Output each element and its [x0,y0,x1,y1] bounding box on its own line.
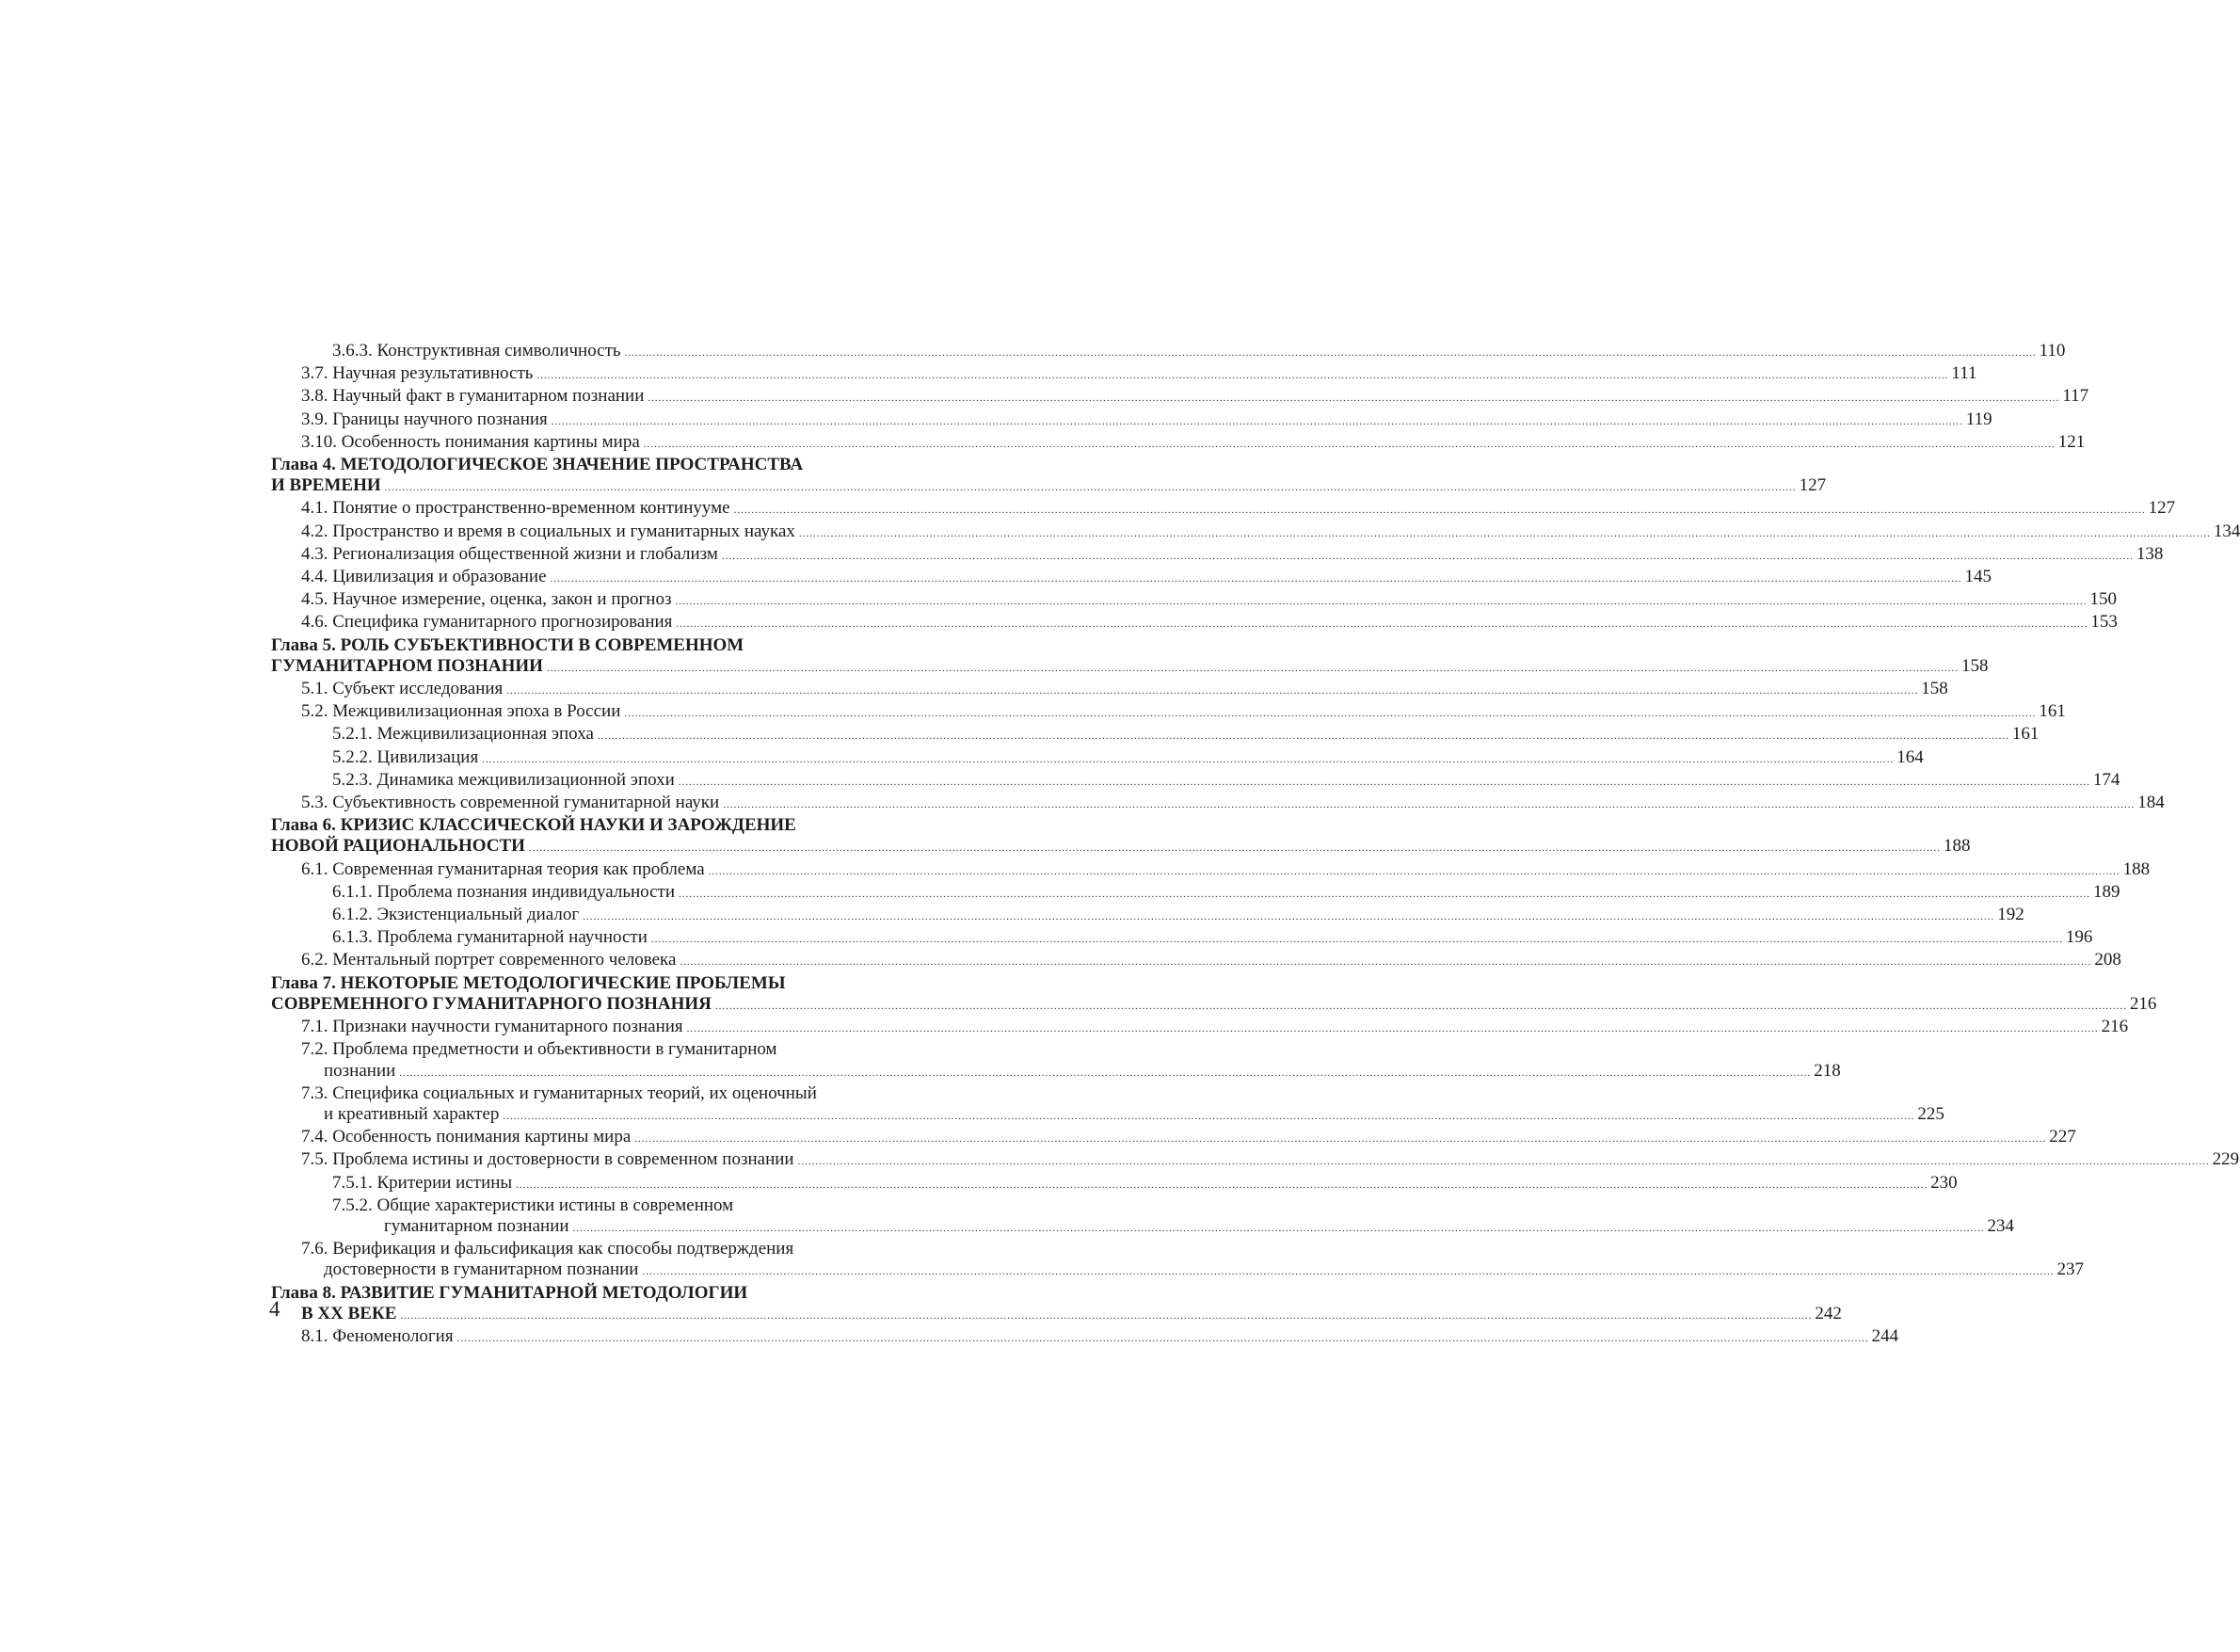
toc-row [271,363,1977,386]
toc-row [271,746,1924,770]
toc-entry-title: 7.5. Проблема истины и достоверности в современном познании [301,1149,794,1170]
dot-leader: ................................................................................................................................................................................................................................................................................................................................................................................................................ [798,527,2211,539]
toc-page-number: 174 [2092,769,2120,790]
toc-page-number: 138 [2136,543,2164,564]
dot-leader: ................................................................................................................................................................................................................................................................................................................................................................................................................ [624,347,2037,359]
toc-item [271,386,2089,409]
toc-page-number: 229 [2212,1149,2240,1170]
dot-leader: ................................................................................................................................................................................................................................................................................................................................................................................................................ [482,753,1895,765]
dot-leader: ................................................................................................................................................................................................................................................................................................................................................................................................................ [503,1110,1915,1122]
toc-item [271,341,2066,363]
dot-leader: ................................................................................................................................................................................................................................................................................................................................................................................................................ [650,934,2063,946]
page-number: 4 [269,1297,280,1321]
toc-item [271,409,1992,432]
toc-entry-title: 6.2. Ментальный портрет современного человека [301,950,677,970]
toc-item [271,793,2165,815]
toc-row [271,1103,1944,1127]
toc-row [271,836,1971,858]
toc-chapter-title: Глава 6. КРИЗИС КЛАССИЧЕСКОЙ НАУКИ И ЗАРОЖДЕНИЕ [271,815,796,836]
toc-entry-title: 7.4. Особенность понимания картины мира [301,1127,632,1147]
toc-entry-title: 3.9. Границы научного познания [301,409,548,429]
toc-entry-title: СОВРЕМЕННОГО ГУМАНИТАРНОГО ПОЗНАНИЯ [271,993,712,1014]
toc-entry-title: 6.1.3. Проблема гуманитарной научности [332,927,648,948]
toc-chapter [271,972,2157,1017]
toc-row [271,993,2157,1017]
toc-page-number: 189 [2093,881,2120,902]
toc-row [271,612,2118,634]
toc-item-title: 7.3. Специфика социальных и гуманитарных теорий, их оценочный [301,1083,817,1103]
toc-row [271,905,2024,927]
toc-item [271,746,1924,770]
toc-item-title: 7.5.2. Общие характеристики истины в современном [332,1195,734,1215]
toc-item [271,881,2120,905]
toc-entry-title: 3.8. Научный факт в гуманитарном познании [301,386,645,407]
toc-chapter [271,1282,1842,1326]
toc-entry-title: 8.1. Феноменология [301,1325,454,1346]
dot-leader: ................................................................................................................................................................................................................................................................................................................................................................................................................ [797,1156,2210,1168]
toc-row [271,498,2176,521]
toc-row [271,679,1948,701]
toc-chapter [271,815,1971,858]
toc-row [271,701,2066,724]
toc-page-number: 110 [2039,341,2066,361]
dot-leader: ................................................................................................................................................................................................................................................................................................................................................................................................................ [680,956,2092,969]
toc-entry-title: достоверности в гуманитарном познании [324,1259,639,1280]
toc-entry-title: НОВОЙ РАЦИОНАЛЬНОСТИ [271,836,525,857]
toc-page-number: 150 [2089,589,2117,610]
toc-page-number: 184 [2137,793,2165,813]
toc-page-number: 242 [1815,1303,1842,1323]
toc-item [271,905,2024,927]
toc-item-title: 7.2. Проблема предметности и объективности в гуманитарном [301,1039,777,1060]
dot-leader: ................................................................................................................................................................................................................................................................................................................................................................................................................ [551,415,1963,427]
dot-leader: ................................................................................................................................................................................................................................................................................................................................................................................................................ [678,776,2090,788]
toc-row [271,589,2117,612]
toc-row [271,881,2120,905]
toc-chapter-title: Глава 8. РАЗВИТИЕ ГУМАНИТАРНОЙ МЕТОДОЛОГИИ [271,1282,748,1303]
toc-entry-title: И ВРЕМЕНИ [271,475,381,496]
dot-leader: ................................................................................................................................................................................................................................................................................................................................................................................................................ [597,730,2009,743]
dot-leader: ................................................................................................................................................................................................................................................................................................................................................................................................................ [536,370,1949,382]
dot-leader: ................................................................................................................................................................................................................................................................................................................................................................................................................ [686,1023,2099,1035]
toc-entry-title: 5.2.2. Цивилизация [332,746,479,767]
toc-row [271,1325,1899,1349]
toc-entry-title: 3.10. Особенность понимания картины мира [301,431,640,452]
toc-row [271,927,2093,950]
dot-leader: ................................................................................................................................................................................................................................................................................................................................................................................................................ [714,1000,2127,1012]
toc-entry-title: 4.1. Понятие о пространственно-временном континууме [301,498,730,519]
dot-leader: ................................................................................................................................................................................................................................................................................................................................................................................................................ [516,1179,1928,1191]
toc-entry-title: 5.3. Субъективность современной гуманитарной науки [301,793,720,813]
dot-leader: ................................................................................................................................................................................................................................................................................................................................................................................................................ [679,888,2091,900]
dot-leader: ................................................................................................................................................................................................................................................................................................................................................................................................................ [528,842,1941,855]
toc-item [271,1083,1944,1127]
toc-entry-title: 7.1. Признаки научности гуманитарного познания [301,1017,683,1037]
toc-row [271,409,1992,432]
toc-chapter [271,455,1827,498]
toc-page-number: 161 [2039,701,2066,722]
toc-entry-title: и креативный характер [324,1103,500,1124]
toc-entry-title: гуманитарном познании [384,1215,569,1236]
toc-item [271,1195,2015,1239]
dot-leader: ................................................................................................................................................................................................................................................................................................................................................................................................................ [572,1222,1985,1234]
toc-item [271,1127,2076,1149]
dot-leader: ................................................................................................................................................................................................................................................................................................................................................................................................................ [550,573,1962,585]
toc-entry-title: 6.1. Современная гуманитарная теория как проблема [301,858,705,879]
toc-page-number: 192 [1997,905,2024,925]
toc-item [271,431,2086,455]
toc-entry-title: 3.6.3. Конструктивная символичность [332,341,621,361]
toc-row [271,543,2164,567]
toc-page-number: 158 [1921,679,1948,699]
dot-leader: ................................................................................................................................................................................................................................................................................................................................................................................................................ [733,505,2146,517]
toc-entry-title: 6.1.2. Экзистенциальный диалог [332,905,580,925]
toc-item [271,589,2117,612]
toc-row [271,793,2165,815]
toc-item [271,1149,2240,1172]
toc-entry-title: 7.5.1. Критерии истины [332,1172,513,1193]
toc-entry-title: 5.1. Субъект исследования [301,679,504,699]
toc-item [271,1017,2129,1039]
table-of-contents [271,341,2240,1349]
toc-row [271,1149,2240,1172]
toc-page-number: 216 [2101,1017,2129,1037]
toc-page-number: 153 [2090,612,2118,633]
toc-item [271,724,2040,746]
toc-item [271,927,2093,950]
toc-item [271,1325,1899,1349]
toc-chapter-title: Глава 5. РОЛЬ СУБЪЕКТИВНОСТИ В СОВРЕМЕННОМ [271,634,744,655]
toc-item [271,543,2164,567]
toc-item [271,1239,2084,1282]
toc-item [271,567,1992,589]
toc-row [271,1060,1841,1083]
toc-page-number: 119 [1965,409,1992,429]
toc-item [271,521,2240,544]
toc-item [271,612,2118,634]
toc-page-number: 188 [2122,858,2151,879]
toc-page-number: 121 [2057,431,2086,452]
toc-page-number: 145 [1964,567,1992,587]
toc-row [271,858,2151,882]
toc-page-number: 188 [1943,836,1971,857]
toc-page-number: 208 [2094,950,2121,970]
toc-entry-title: 5.2. Межцивилизационная эпоха в России [301,701,621,722]
toc-item [271,950,2121,972]
toc-page-number: 196 [2065,927,2093,948]
toc-chapter [271,634,1989,679]
dot-leader: ................................................................................................................................................................................................................................................................................................................................................................................................................ [634,1133,2047,1146]
toc-page-number: 111 [1951,363,1977,384]
toc-row [271,1303,1842,1326]
toc-entry-title: 4.2. Пространство и время в социальных и гуманитарных науках [301,521,795,541]
dot-leader: ................................................................................................................................................................................................................................................................................................................................................................................................................ [456,1332,1869,1344]
toc-page-number: 237 [2056,1259,2084,1280]
toc-page-number: 134 [2213,521,2240,541]
dot-leader: ................................................................................................................................................................................................................................................................................................................................................................................................................ [546,662,1959,674]
toc-page-number: 234 [1987,1215,2015,1236]
toc-row [271,567,1992,589]
toc-page-number: 127 [1799,475,1827,496]
toc-row [271,1215,2015,1239]
toc-item [271,498,2176,521]
toc-row [271,950,2121,972]
toc-row [271,724,2040,746]
toc-entry-title: 6.1.1. Проблема познания индивидуальности [332,881,676,902]
toc-item [271,1039,1841,1083]
dot-leader: ................................................................................................................................................................................................................................................................................................................................................................................................................ [624,708,2037,720]
toc-page-number: 158 [1960,655,1989,676]
toc-entry-title: 3.7. Научная результативность [301,363,534,384]
toc-item [271,679,1948,701]
toc-page-number: 225 [1917,1103,1944,1124]
toc-row [271,341,2066,363]
toc-row [271,769,2120,793]
toc-row [271,521,2240,544]
toc-row [271,1017,2129,1039]
toc-row [271,431,2086,455]
toc-page-number: 161 [2011,724,2040,745]
dot-leader: ................................................................................................................................................................................................................................................................................................................................................................................................................ [648,393,2060,405]
toc-entry-title: 4.3. Регионализация общественной жизни и глобализм [301,543,718,564]
toc-row [271,1172,1958,1195]
dot-leader: ................................................................................................................................................................................................................................................................................................................................................................................................................ [708,865,2120,877]
toc-item [271,363,1977,386]
toc-chapter-title: Глава 7. НЕКОТОРЫЕ МЕТОДОЛОГИЧЕСКИЕ ПРОБЛЕМЫ [271,972,786,993]
toc-item-title: 7.6. Верификация и фальсификация как способы подтверждения [301,1239,794,1259]
toc-entry-title: ГУМАНИТАРНОМ ПОЗНАНИИ [271,655,543,676]
dot-leader: ................................................................................................................................................................................................................................................................................................................................................................................................................ [583,911,1995,923]
toc-entry-title: 5.2.1. Межцивилизационная эпоха [332,724,594,745]
toc-row [271,1127,2076,1149]
toc-entry-title: 5.2.3. Динамика межцивилизационной эпохи [332,769,675,790]
dot-leader: ................................................................................................................................................................................................................................................................................................................................................................................................................ [676,618,2088,631]
toc-item [271,858,2151,882]
toc-page-number: 244 [1871,1325,1899,1346]
dot-leader: ................................................................................................................................................................................................................................................................................................................................................................................................................ [675,596,2088,608]
toc-entry-title: В XX ВЕКЕ [301,1303,397,1323]
toc-entry-title: познании [324,1060,396,1081]
dot-leader: ................................................................................................................................................................................................................................................................................................................................................................................................................ [400,1309,1813,1322]
toc-row [271,475,1827,498]
toc-row [271,655,1989,679]
dot-leader: ................................................................................................................................................................................................................................................................................................................................................................................................................ [723,799,2136,811]
toc-chapter-title: Глава 4. МЕТОДОЛОГИЧЕСКОЕ ЗНАЧЕНИЕ ПРОСТРАНСТВА [271,455,804,475]
toc-page-number: 216 [2129,993,2157,1014]
toc-entry-title: 4.5. Научное измерение, оценка, закон и прогноз [301,589,672,610]
toc-page-number: 117 [2062,386,2089,407]
dot-leader: ................................................................................................................................................................................................................................................................................................................................................................................................................ [399,1067,1812,1079]
toc-row [271,1259,2084,1282]
dot-leader: ................................................................................................................................................................................................................................................................................................................................................................................................................ [506,685,1919,698]
toc-item [271,1172,1958,1195]
toc-row [271,386,2089,409]
toc-page-number: 227 [2049,1127,2076,1147]
toc-page-number: 218 [1814,1060,1841,1081]
dot-leader: ................................................................................................................................................................................................................................................................................................................................................................................................................ [384,482,1797,494]
toc-page-number: 230 [1930,1172,1958,1193]
toc-page-number: 164 [1896,746,1924,767]
toc-entry-title: 4.4. Цивилизация и образование [301,567,547,587]
dot-leader: ................................................................................................................................................................................................................................................................................................................................................................................................................ [642,1266,2055,1278]
toc-entry-title: 4.6. Специфика гуманитарного прогнозирования [301,612,673,633]
toc-item [271,769,2120,793]
dot-leader: ................................................................................................................................................................................................................................................................................................................................................................................................................ [643,438,2056,450]
toc-item [271,701,2066,724]
dot-leader: ................................................................................................................................................................................................................................................................................................................................................................................................................ [721,550,2134,562]
toc-page-number: 127 [2148,498,2176,519]
